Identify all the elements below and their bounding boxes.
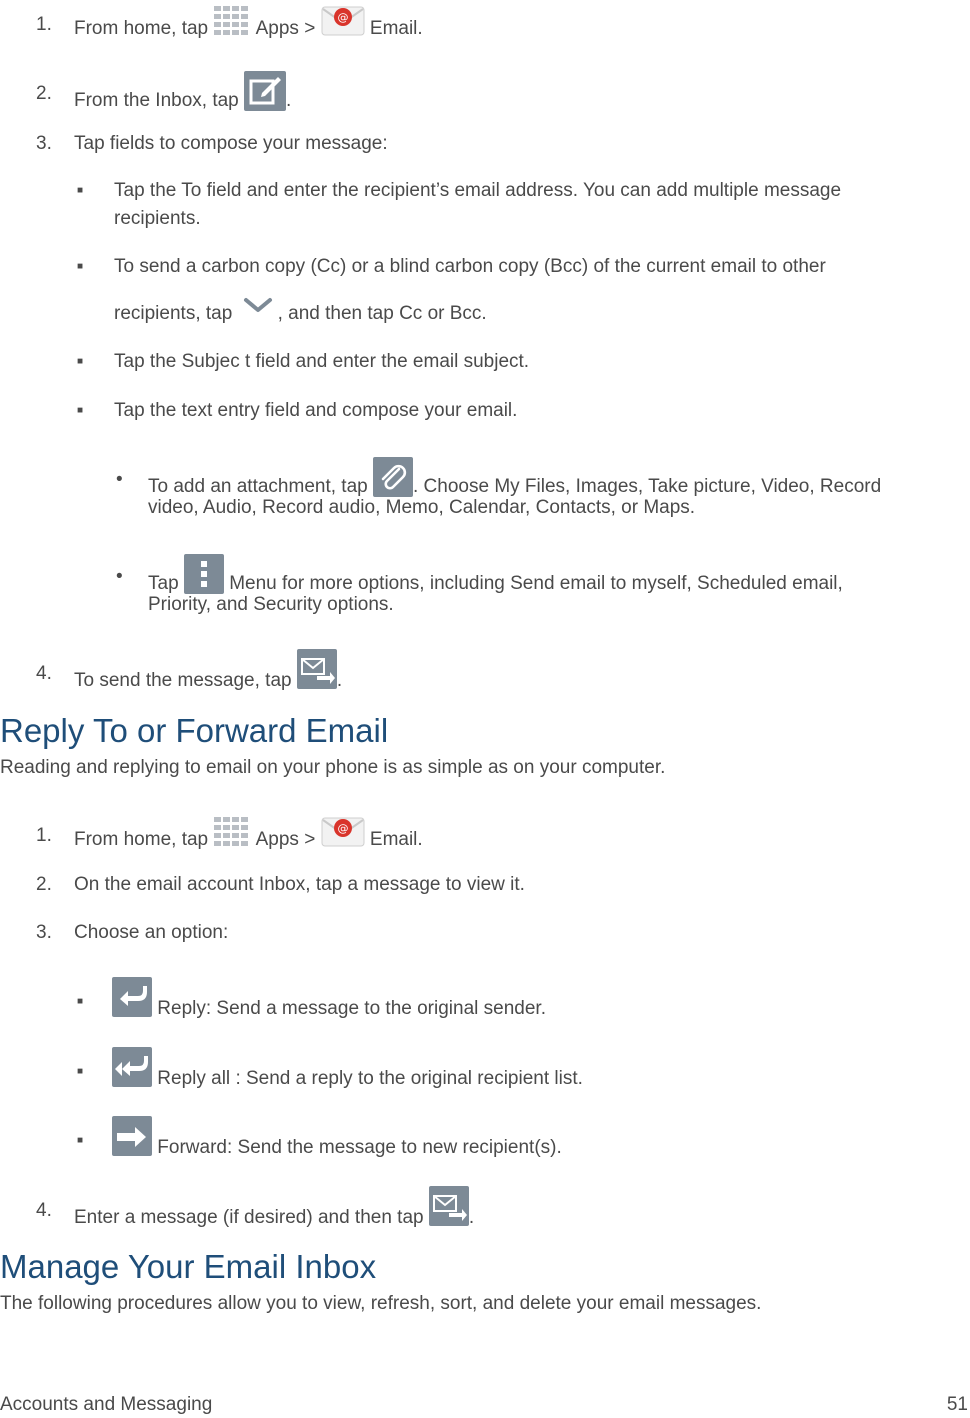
dot-bullet: • — [116, 469, 123, 490]
menu-label: Menu — [229, 573, 277, 595]
bullet-text-cont: recipients, tap — [114, 303, 233, 324]
step-number: 4. — [36, 1200, 52, 1221]
reply-all-label: Reply all — [157, 1068, 231, 1090]
step-number: 1. — [36, 825, 52, 846]
svg-text:@: @ — [337, 822, 349, 835]
apps-label: Apps — [255, 18, 299, 40]
email-app-icon — [321, 5, 365, 37]
bullet-text: Tap the text entry field and compose your email. — [114, 400, 518, 421]
step-text: To send the message, tap — [74, 670, 292, 692]
section-intro: The following procedures allow you to view, refresh, sort, and delete your email messages. — [0, 1293, 762, 1314]
step-number: 4. — [36, 663, 52, 684]
step-text: Choose an option: — [74, 922, 229, 943]
apps-grid-icon — [213, 4, 251, 38]
period: . — [336, 670, 343, 692]
send-icon — [297, 649, 337, 689]
email-label: Email — [369, 829, 418, 851]
apps-label: Apps — [255, 829, 299, 851]
option-text: : Send a message to the original sender. — [205, 998, 546, 1020]
email-label: Email — [369, 18, 418, 40]
step-number: 2. — [36, 874, 52, 895]
step-number: 2. — [36, 83, 52, 104]
square-bullet: ■ — [77, 261, 84, 272]
square-bullet: ■ — [77, 1135, 84, 1146]
square-bullet: ■ — [77, 996, 84, 1007]
step-text: Enter a message (if desired) and then tap — [74, 1207, 424, 1229]
section-heading-manage-inbox: Manage Your Email Inbox — [0, 1248, 377, 1285]
step-text: From home, tap — [74, 829, 209, 851]
section-heading-reply-forward: Reply To or Forward Email — [0, 712, 389, 749]
reply-label: Reply — [157, 998, 206, 1020]
dot-bullet: • — [116, 566, 123, 587]
option-text: : Send a reply to the original recipient list. — [235, 1068, 583, 1090]
reply-icon — [112, 977, 152, 1017]
step-number: 3. — [36, 922, 52, 943]
sub-text-cont: for more options, including Send email to myself, Scheduled email, — [282, 573, 843, 595]
footer-section-name: Accounts and Messaging — [0, 1394, 213, 1415]
separator: > — [304, 18, 316, 40]
square-bullet: ■ — [77, 1066, 84, 1077]
bullet-text-cont: recipients. — [114, 208, 201, 229]
period: . — [468, 1207, 475, 1229]
forward-icon — [112, 1116, 152, 1156]
section-intro: Reading and replying to email on your phone is as simple as on your computer. — [0, 757, 666, 778]
bullet-text: Tap the Subjec t field and enter the email subject. — [114, 351, 530, 372]
sub-text: To add an attachment, tap — [148, 476, 368, 498]
period: . — [417, 829, 423, 851]
square-bullet: ■ — [77, 356, 84, 367]
step-number: 1. — [36, 14, 52, 35]
send-icon — [429, 1186, 469, 1226]
square-bullet: ■ — [77, 185, 84, 196]
compose-icon — [244, 71, 286, 111]
bullet-text-end: , and then tap Cc or Bcc. — [277, 303, 487, 324]
option-text: : Send the message to new recipient(s). — [226, 1137, 562, 1159]
apps-grid-icon — [213, 815, 251, 849]
bullet-text: Tap the To field and enter the recipient’s email address. You can add multiple message — [114, 180, 842, 201]
sub-text-cont: . Choose My Files, Images, Take picture, Video, Record — [413, 476, 882, 498]
step-text: From the Inbox, tap — [74, 90, 239, 112]
sub-text-line2: Priority, and Security options. — [148, 594, 394, 615]
menu-icon — [184, 554, 224, 594]
sub-text-line2: video, Audio, Record audio, Memo, Calendar, Contacts, or Maps. — [148, 497, 696, 518]
step-text: On the email account Inbox, tap a message to view it. — [74, 874, 525, 895]
period: . — [286, 90, 292, 112]
email-app-icon — [321, 816, 365, 848]
svg-text:@: @ — [337, 11, 349, 24]
forward-label: Forward — [157, 1137, 227, 1159]
square-bullet: ■ — [77, 405, 84, 416]
step-text: Tap fields to compose your message: — [74, 133, 388, 154]
period: . — [417, 18, 423, 40]
reply-all-icon — [112, 1047, 152, 1087]
separator: > — [304, 829, 316, 851]
paperclip-icon — [373, 457, 413, 497]
bullet-text: To send a carbon copy (Cc) or a blind carbon copy (Bcc) of the current email to other — [114, 256, 826, 277]
step-number: 3. — [36, 133, 52, 154]
chevron-down-icon — [238, 294, 278, 318]
footer-page-number: 51 — [946, 1394, 968, 1415]
sub-text: Tap — [148, 573, 179, 595]
step-text: From home, tap — [74, 18, 209, 40]
